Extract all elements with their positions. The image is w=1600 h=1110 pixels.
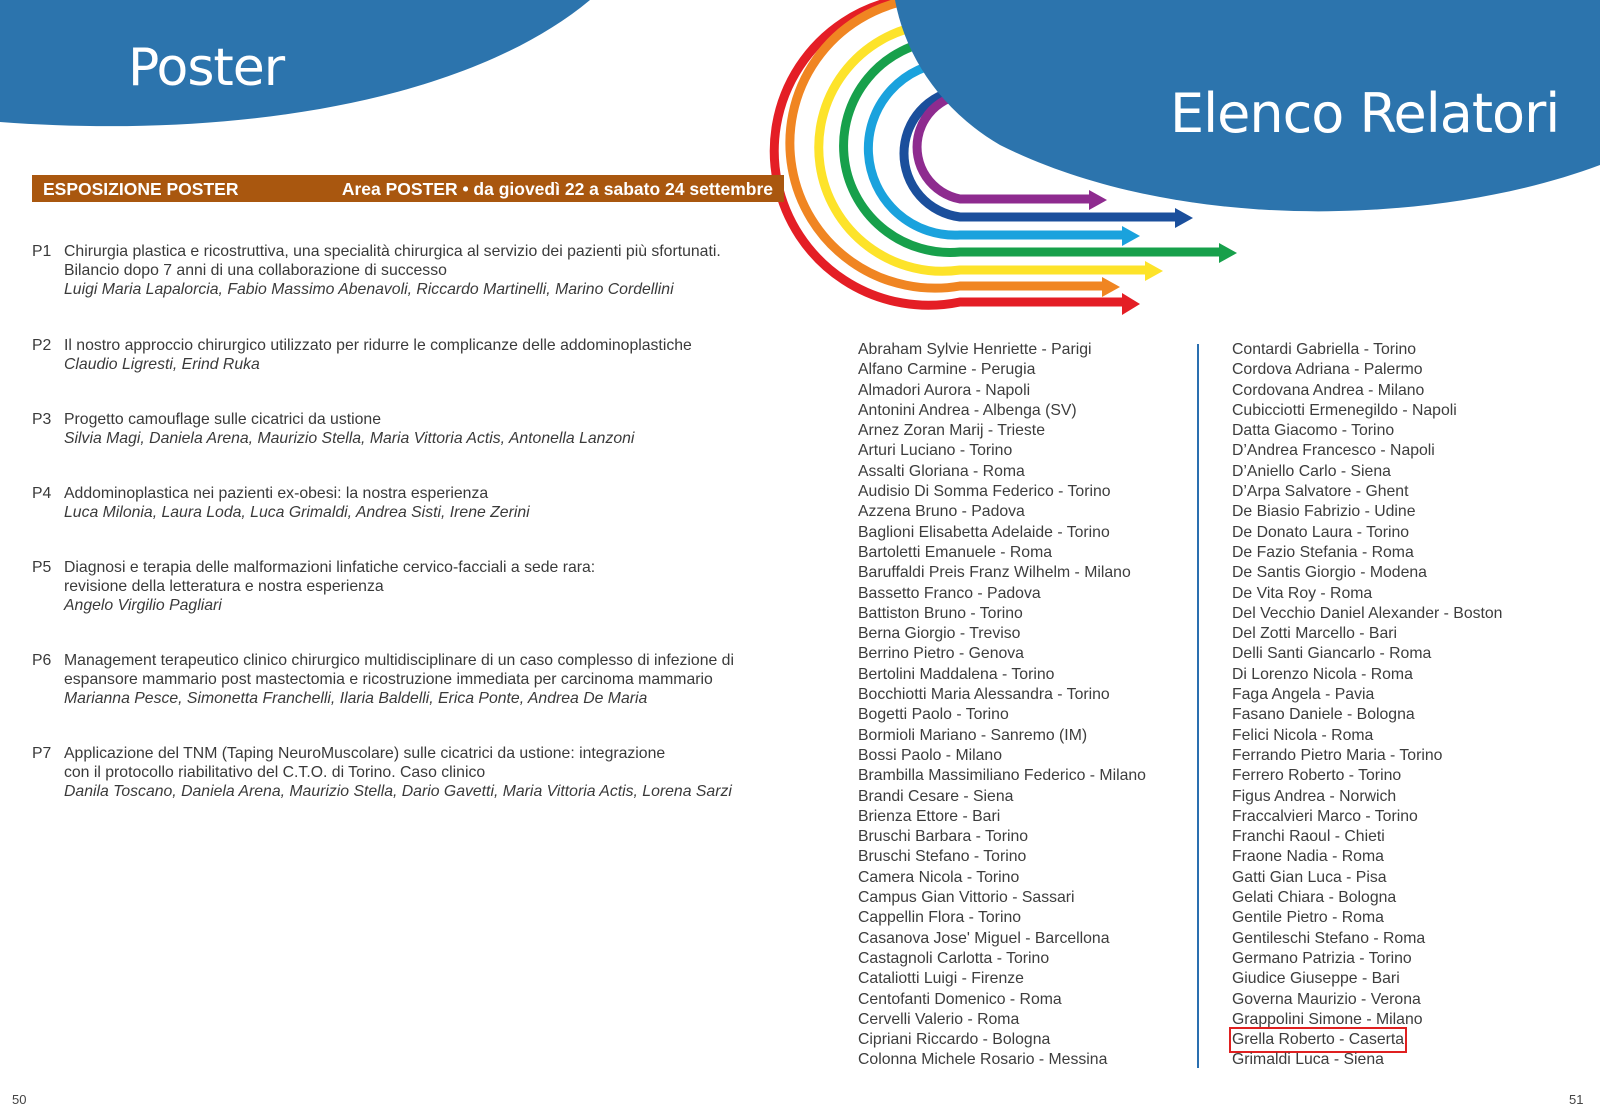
speaker-name: Casanova Jose' Miguel - Barcellona xyxy=(858,929,1110,947)
speaker-name: Antonini Andrea - Albenga (SV) xyxy=(858,401,1077,419)
speaker-entry xyxy=(1232,949,1502,969)
speaker-name: Cordovana Andrea - Milano xyxy=(1232,381,1425,399)
speaker-entry xyxy=(858,482,1146,502)
speaker-entry xyxy=(1232,929,1502,949)
speaker-entry xyxy=(1232,1050,1502,1070)
speaker-entry xyxy=(1232,584,1502,604)
speaker-name: Baruffaldi Preis Franz Wilhelm - Milano xyxy=(858,564,1131,582)
speaker-name: D’Andrea Francesco - Napoli xyxy=(1232,442,1435,460)
poster-item xyxy=(32,558,792,615)
speaker-name: Brambilla Massimiliano Federico - Milano xyxy=(858,767,1146,785)
speaker-name: Franchi Raoul - Chieti xyxy=(1232,828,1385,846)
speaker-name: Berna Giorgio - Treviso xyxy=(858,625,1021,643)
speaker-name: Azzena Bruno - Padova xyxy=(858,503,1025,521)
speaker-name: Governa Maurizio - Verona xyxy=(1232,990,1421,1008)
speaker-name: Faga Angela - Pavia xyxy=(1232,686,1375,704)
speaker-entry xyxy=(1232,685,1502,705)
speaker-name: Camera Nicola - Torino xyxy=(858,868,1020,886)
speaker-name: Almadori Aurora - Napoli xyxy=(858,381,1031,399)
speaker-entry xyxy=(1232,726,1502,746)
speaker-entry xyxy=(858,360,1146,380)
poster-authors: Luca Milonia, Laura Loda, Luca Grimaldi, Andrea Sisti, Irene Zerini xyxy=(64,504,530,521)
banner-right-label: Area POSTER • da giovedì 22 a sabato 24 settembre xyxy=(341,179,773,199)
poster-code: P2 xyxy=(32,337,52,354)
speaker-entry xyxy=(858,604,1146,624)
poster-code: P5 xyxy=(32,559,52,576)
poster-item xyxy=(32,744,792,801)
speaker-name: Bassetto Franco - Padova xyxy=(858,584,1041,602)
poster-title-line: Il nostro approccio chirurgico utilizzato per ridurre le complicanze delle addominoplastiche xyxy=(64,337,692,354)
speaker-entry xyxy=(858,868,1146,888)
speaker-entry xyxy=(1232,847,1502,867)
speaker-entry xyxy=(858,502,1146,522)
poster-item xyxy=(32,336,792,374)
poster-item xyxy=(32,484,792,522)
poster-title-line: revisione della letteratura e nostra esperienza xyxy=(64,578,384,595)
speaker-name: Cataliotti Luigi - Firenze xyxy=(858,970,1024,988)
speaker-entry xyxy=(1232,421,1502,441)
poster-code: P1 xyxy=(32,243,52,260)
poster-title-line: Bilancio dopo 7 anni di una collaborazione di successo xyxy=(64,262,447,279)
speaker-name: Assalti Gloriana - Roma xyxy=(858,462,1025,480)
speaker-name: Contardi Gabriella - Torino xyxy=(1232,341,1417,358)
speaker-entry xyxy=(858,1030,1146,1050)
speaker-name: Bossi Paolo - Milano xyxy=(858,746,1002,764)
speaker-name: De Fazio Stefania - Roma xyxy=(1232,543,1414,561)
poster-authors: Claudio Ligresti, Erind Ruka xyxy=(64,356,260,373)
left-header-swoosh xyxy=(0,0,590,126)
speaker-name: Fraccalvieri Marco - Torino xyxy=(1232,807,1418,825)
speaker-name: Cubicciotti Ermenegildo - Napoli xyxy=(1232,401,1457,419)
poster-title-line: Progetto camouflage sulle cicatrici da ustione xyxy=(64,411,381,428)
speaker-entry xyxy=(858,929,1146,949)
speaker-entry xyxy=(858,746,1146,766)
speaker-entry xyxy=(1232,482,1502,502)
speaker-name: Delli Santi Giancarlo - Roma xyxy=(1232,645,1432,663)
speaker-entry xyxy=(1232,990,1502,1010)
speaker-entry xyxy=(858,908,1146,928)
speaker-entry xyxy=(1232,462,1502,482)
speaker-entry xyxy=(858,969,1146,989)
speaker-name: Arnez Zoran Marij - Trieste xyxy=(858,422,1045,440)
speaker-name: De Santis Giorgio - Modena xyxy=(1232,564,1427,582)
speakers-column-1 xyxy=(858,340,1146,1071)
speaker-entry xyxy=(1232,523,1502,543)
poster-exhibition-banner xyxy=(32,175,784,202)
speaker-entry xyxy=(858,665,1146,685)
speaker-entry xyxy=(858,421,1146,441)
speaker-name: Bruschi Stefano - Torino xyxy=(858,848,1027,866)
speaker-entry xyxy=(1232,1010,1502,1030)
speaker-entry xyxy=(858,787,1146,807)
speaker-entry xyxy=(858,441,1146,461)
speaker-entry xyxy=(1232,340,1502,360)
poster-authors: Silvia Magi, Daniela Arena, Maurizio Stella, Maria Vittoria Actis, Antonella Lanzoni xyxy=(64,430,635,447)
poster-title-line: Diagnosi e terapia delle malformazioni linfatiche cervico-facciali a sede rara: xyxy=(64,559,596,576)
speaker-name: Bartoletti Emanuele - Roma xyxy=(858,543,1053,561)
speaker-entry xyxy=(1232,908,1502,928)
speaker-name: Campus Gian Vittorio - Sassari xyxy=(858,889,1075,907)
speaker-entry xyxy=(1232,1030,1502,1050)
speaker-name: Bogetti Paolo - Torino xyxy=(858,706,1009,724)
speaker-name: Gelati Chiara - Bologna xyxy=(1232,889,1397,907)
speaker-name: Cordova Adriana - Palermo xyxy=(1232,361,1423,379)
poster-title-line: espansore mammario post mastectomia e ricostruzione immediata per carcinoma mammario xyxy=(64,671,713,688)
speaker-entry xyxy=(1232,644,1502,664)
page-number-left: 50 xyxy=(12,1092,27,1107)
speaker-entry xyxy=(1232,787,1502,807)
speaker-name: Figus Andrea - Norwich xyxy=(1232,787,1397,805)
speaker-entry xyxy=(1232,543,1502,563)
speaker-entry xyxy=(1232,502,1502,522)
speaker-entry xyxy=(858,381,1146,401)
poster-code: P4 xyxy=(32,485,52,502)
speaker-name: De Vita Roy - Roma xyxy=(1232,584,1373,602)
speaker-name: Cipriani Riccardo - Bologna xyxy=(858,1031,1051,1049)
speaker-name: Germano Patrizia - Torino xyxy=(1232,949,1412,967)
poster-list xyxy=(32,242,792,801)
speaker-entry xyxy=(858,340,1146,360)
speaker-name: Colonna Michele Rosario - Messina xyxy=(858,1051,1108,1069)
speaker-name: Fraone Nadia - Roma xyxy=(1232,848,1384,866)
speaker-name: De Donato Laura - Torino xyxy=(1232,523,1410,541)
speaker-entry xyxy=(858,462,1146,482)
speaker-entry xyxy=(1232,868,1502,888)
speaker-entry xyxy=(1232,563,1502,583)
speaker-entry xyxy=(1232,604,1502,624)
right-page-title: Elenco Relatori xyxy=(1170,82,1560,145)
speaker-name: Castagnoli Carlotta - Torino xyxy=(858,949,1050,967)
poster-title-line: Addominoplastica nei pazienti ex-obesi: la nostra esperienza xyxy=(64,485,489,502)
speaker-entry xyxy=(858,705,1146,725)
speaker-entry xyxy=(858,827,1146,847)
poster-authors: Angelo Virgilio Pagliari xyxy=(64,597,222,614)
speaker-name: Felici Nicola - Roma xyxy=(1232,726,1374,744)
speaker-entry xyxy=(858,584,1146,604)
poster-authors: Marianna Pesce, Simonetta Franchelli, Ilaria Baldelli, Erica Ponte, Andrea De Maria xyxy=(64,690,648,707)
speaker-name: Alfano Carmine - Perugia xyxy=(858,361,1036,379)
speaker-name: Grappolini Simone - Milano xyxy=(1232,1010,1423,1028)
speaker-entry xyxy=(1232,441,1502,461)
poster-item xyxy=(32,651,792,708)
speaker-name: Gatti Gian Luca - Pisa xyxy=(1232,868,1387,886)
speaker-name: Bocchiotti Maria Alessandra - Torino xyxy=(858,686,1110,704)
speaker-entry xyxy=(858,1050,1146,1070)
speaker-name: Battiston Bruno - Torino xyxy=(858,604,1023,622)
speaker-name: Cervelli Valerio - Roma xyxy=(858,1010,1020,1028)
speaker-entry xyxy=(1232,360,1502,380)
speaker-entry xyxy=(1232,969,1502,989)
poster-item xyxy=(32,242,792,299)
speaker-entry xyxy=(858,726,1146,746)
speaker-entry xyxy=(858,847,1146,867)
speaker-name: Del Zotti Marcello - Bari xyxy=(1232,625,1398,643)
speaker-name: Bormioli Mariano - Sanremo (IM) xyxy=(858,726,1088,744)
column-divider xyxy=(1197,344,1199,1068)
speaker-name: Del Vecchio Daniel Alexander - Boston xyxy=(1232,604,1503,622)
speaker-entry xyxy=(1232,705,1502,725)
speaker-name: Baglioni Elisabetta Adelaide - Torino xyxy=(858,523,1110,541)
speaker-entry xyxy=(1232,888,1502,908)
speaker-entry xyxy=(858,543,1146,563)
speaker-entry xyxy=(1232,807,1502,827)
poster-code: P3 xyxy=(32,411,52,428)
page-number-right: 51 xyxy=(1569,1092,1584,1107)
speaker-entry xyxy=(858,807,1146,827)
speaker-entry xyxy=(858,563,1146,583)
speaker-name: Brandi Cesare - Siena xyxy=(858,787,1014,805)
speaker-entry xyxy=(1232,746,1502,766)
speaker-entry xyxy=(858,523,1146,543)
speaker-entry xyxy=(1232,827,1502,847)
speaker-entry xyxy=(1232,665,1502,685)
speaker-name: Di Lorenzo Nicola - Roma xyxy=(1232,665,1413,683)
speaker-name: Bruschi Barbara - Torino xyxy=(858,828,1029,846)
speaker-name: Centofanti Domenico - Roma xyxy=(858,990,1062,1008)
speaker-name: Giudice Giuseppe - Bari xyxy=(1232,970,1400,988)
speaker-entry xyxy=(858,624,1146,644)
speaker-entry xyxy=(1232,766,1502,786)
speaker-name: Cappellin Flora - Torino xyxy=(858,909,1022,927)
speaker-entry xyxy=(1232,624,1502,644)
poster-authors: Danila Toscano, Daniela Arena, Maurizio Stella, Dario Gavetti, Maria Vittoria Actis, Lorena Sarzi xyxy=(64,783,732,800)
speaker-entry xyxy=(858,401,1146,421)
speaker-name: Fasano Daniele - Bologna xyxy=(1232,706,1415,724)
speaker-name: Berrino Pietro - Genova xyxy=(858,645,1024,663)
speaker-name: Audisio Di Somma Federico - Torino xyxy=(858,483,1111,501)
speaker-name: De Biasio Fabrizio - Udine xyxy=(1232,503,1416,521)
poster-code: P7 xyxy=(32,745,52,762)
speaker-entry xyxy=(1232,401,1502,421)
speaker-entry xyxy=(858,888,1146,908)
speaker-name: D’Arpa Salvatore - Ghent xyxy=(1232,483,1409,501)
speaker-entry xyxy=(1232,381,1502,401)
speaker-entry xyxy=(858,949,1146,969)
speaker-entry xyxy=(858,766,1146,786)
speaker-name: Bertolini Maddalena - Torino xyxy=(858,665,1055,683)
left-page-title: Poster xyxy=(128,38,285,98)
banner-left-label: ESPOSIZIONE POSTER xyxy=(43,179,239,199)
poster-title-line: Chirurgia plastica e ricostruttiva, una specialità chirurgica al servizio dei pazienti più sfortunati. xyxy=(64,243,721,260)
speaker-name: Arturi Luciano - Torino xyxy=(858,442,1013,460)
speaker-entry xyxy=(858,1010,1146,1030)
speaker-name: Datta Giacomo - Torino xyxy=(1232,422,1395,440)
speaker-entry xyxy=(858,990,1146,1010)
highlighted-speaker: Grella Roberto - Caserta xyxy=(1232,1030,1404,1050)
poster-title-line: Management terapeutico clinico chirurgico multidisciplinare di un caso complesso di infezione di xyxy=(64,652,734,669)
speaker-name: Gentile Pietro - Roma xyxy=(1232,909,1384,927)
speaker-name: Ferrando Pietro Maria - Torino xyxy=(1232,746,1443,764)
poster-title-line: con il protocollo riabilitativo del C.T.O. di Torino. Caso clinico xyxy=(64,764,486,781)
speaker-name: Brienza Ettore - Bari xyxy=(858,807,1001,825)
poster-authors: Luigi Maria Lapalorcia, Fabio Massimo Abenavoli, Riccardo Martinelli, Marino Cordellini xyxy=(64,281,674,298)
speaker-name: Abraham Sylvie Henriette - Parigi xyxy=(858,341,1092,358)
poster-item xyxy=(32,410,792,448)
poster-code: P6 xyxy=(32,652,52,669)
speaker-name: Gentileschi Stefano - Roma xyxy=(1232,929,1426,947)
poster-title-line: Applicazione del TNM (Taping NeuroMuscolare) sulle cicatrici da ustione: integrazione xyxy=(64,745,666,762)
speaker-name: D’Aniello Carlo - Siena xyxy=(1232,462,1391,480)
speakers-column-2 xyxy=(1232,340,1502,1071)
speaker-name: Ferrero Roberto - Torino xyxy=(1232,767,1402,785)
speaker-entry xyxy=(858,644,1146,664)
speaker-entry xyxy=(858,685,1146,705)
speaker-name: Grimaldi Luca - Siena xyxy=(1232,1051,1384,1069)
